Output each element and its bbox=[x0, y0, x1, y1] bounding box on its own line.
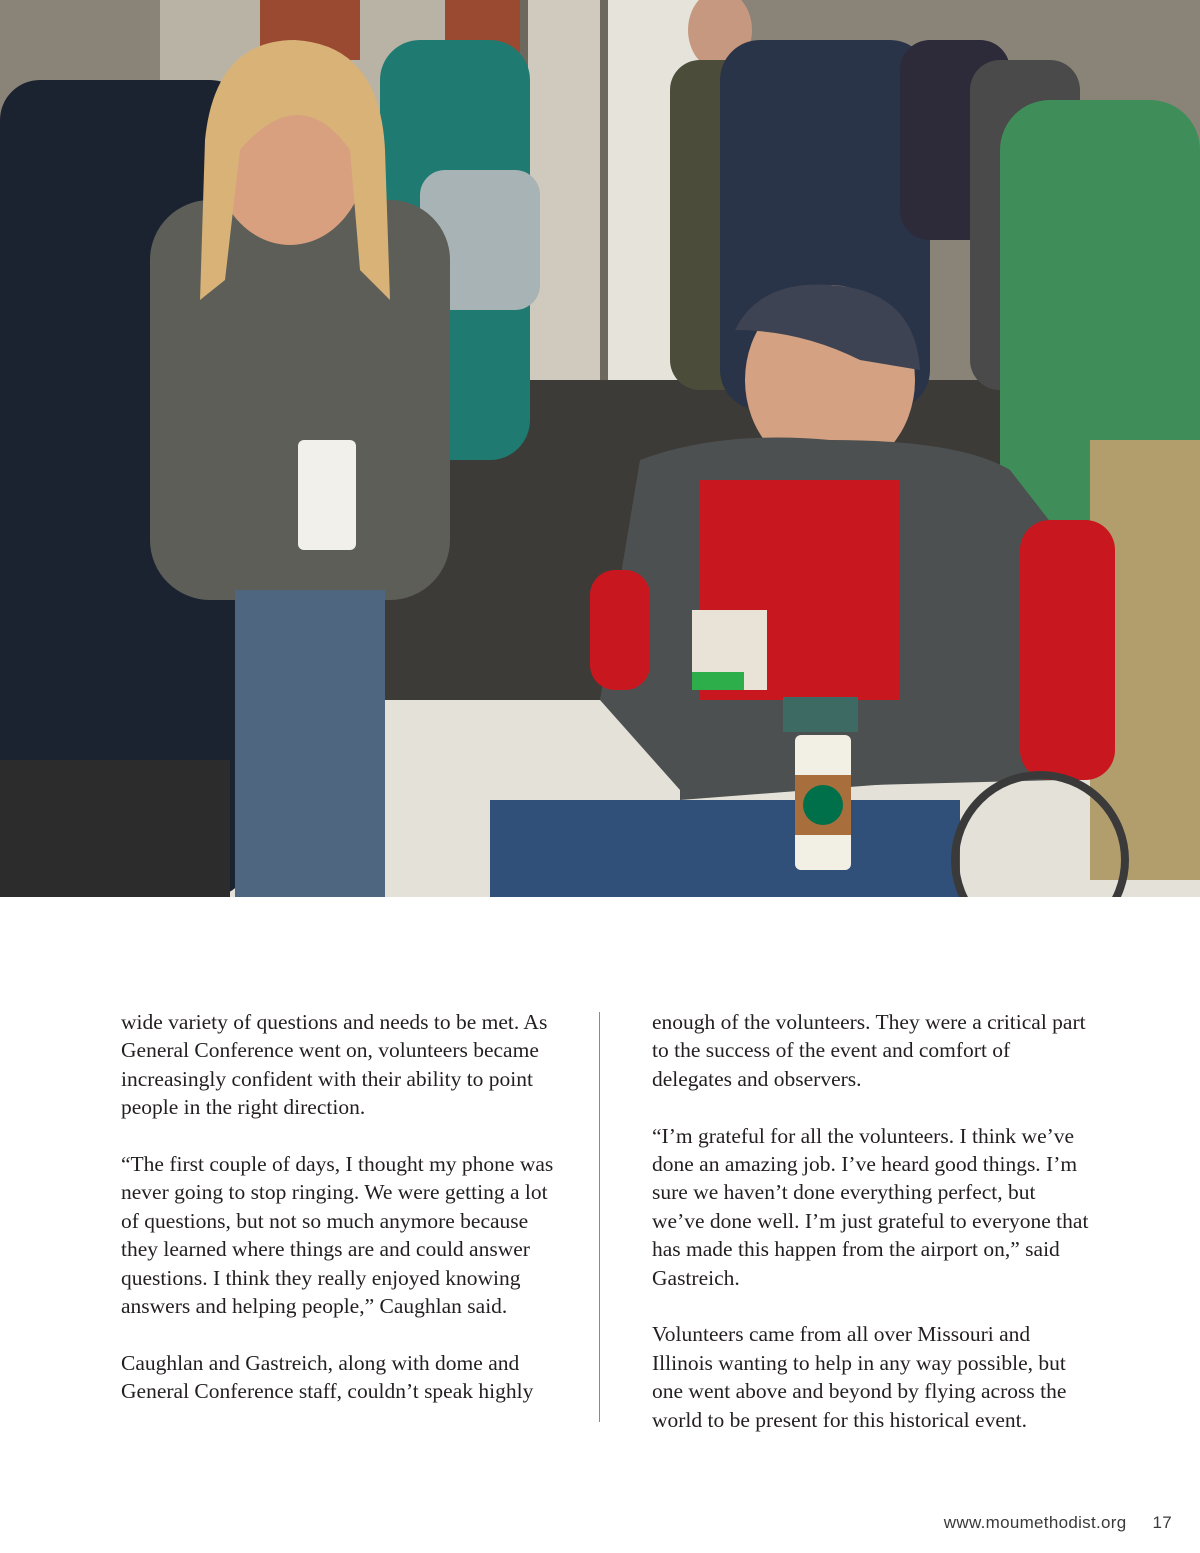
page-number: 17 bbox=[1152, 1513, 1172, 1532]
paragraph: Caughlan and Gastreich, along with dome and General Conference staff, couldn’t speak highly bbox=[121, 1350, 534, 1404]
column-divider bbox=[599, 1012, 600, 1422]
footer-url[interactable]: www.moumethodist.org bbox=[943, 1513, 1127, 1532]
paragraph: wide variety of questions and needs to be met. As General Conference went on, volunteers became increasingly confident with their ability to point people in the right direction. bbox=[121, 1010, 548, 1120]
article-column-right bbox=[652, 1008, 1092, 1462]
paragraph: “I’m grateful for all the volunteers. I think we’ve done an amazing job. I’ve heard good things. I’m sure we haven’t done everything perfect, but we’ve done well. I’m just grateful to everyone that has made this happen from the airport on,” said Gastreich. bbox=[652, 1123, 1089, 1290]
paragraph: “The first couple of days, I thought my phone was never going to stop ringing. We were getting a lot of questions, but not so much anymore because they learned where things are and could answer questions. I think they really enjoyed knowing answers and helping people,” Caughlan said. bbox=[121, 1152, 554, 1319]
article-column-left bbox=[121, 1008, 561, 1434]
paragraph: enough of the volunteers. They were a critical part to the success of the event and comfort of delegates and observers. bbox=[652, 1010, 1086, 1091]
page-footer bbox=[944, 1513, 1172, 1533]
paragraph: Volunteers came from all over Missouri and Illinois wanting to help in any way possible, but one went above and beyond by flying across the world to be present for this historical event. bbox=[652, 1322, 1067, 1432]
